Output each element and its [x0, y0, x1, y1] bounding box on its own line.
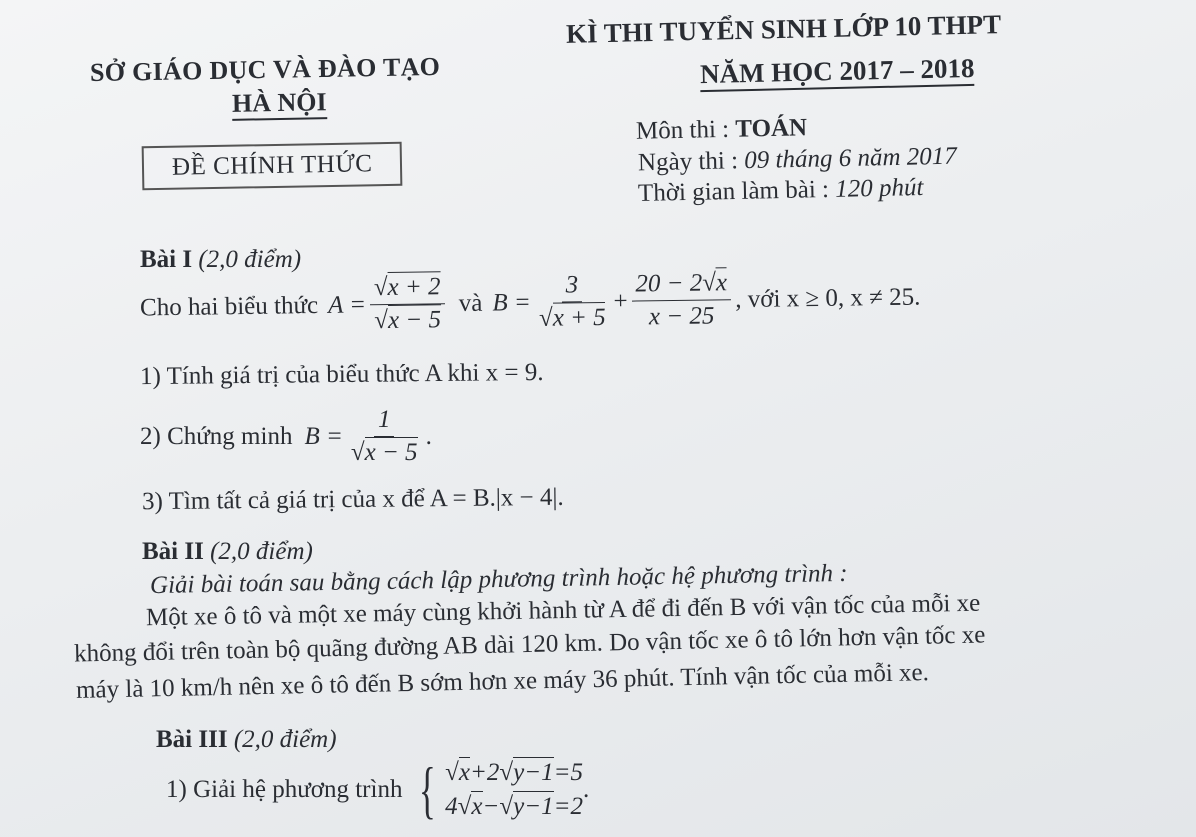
school-year: NĂM HỌC 2017 – 2018: [700, 53, 975, 92]
subject-value: TOÁN: [735, 114, 808, 143]
expr-A-fraction: $\frac{√x + 2}{√x - 5}$: [370, 273, 446, 335]
date-value: 09 tháng 6 năm 2017: [743, 142, 957, 175]
expr-B-lhs: B =: [492, 288, 531, 317]
bai2-points: (2,0 điểm): [210, 538, 313, 565]
bai1-q2-text: 2) Chứng minh: [140, 422, 293, 450]
official-badge: ĐỀ CHÍNH THỨC: [142, 142, 403, 191]
subject-line: [636, 114, 808, 146]
expr-B1-num: 3: [561, 271, 582, 302]
department-name: SỞ GIÁO DỤC VÀ ĐÀO TẠO: [89, 51, 441, 88]
expr-B2-den: x − 25: [648, 302, 715, 331]
bai3-title: Bài III: [156, 726, 228, 753]
bai3-points: (2,0 điểm): [233, 726, 337, 753]
bai2-line2: không đổi trên toàn bộ quãng đường AB dài 120 km. Do vận tốc xe ô tô lớn hơn vận tốc xe: [73, 621, 986, 668]
expr-B2-num-b: x: [715, 269, 728, 297]
time-line: [638, 174, 924, 208]
bai1-q2-lhs: B =: [304, 422, 343, 450]
bai3-q1: 1) Giải hệ phương trình { √x+2√y−1=5 4√x−√y−1=2 .: [166, 753, 590, 825]
expr-A-num: x + 2: [387, 273, 441, 301]
bai2-line1: Một xe ô tô và một xe máy cùng khởi hành từ A để đi đến B với vận tốc của mỗi xe: [145, 589, 981, 632]
equation-2: 4√x−√y−1=2: [445, 792, 583, 820]
bai2-instruction: Giải bài toán sau bằng cách lập phương trình hoặc hệ phương trình :: [149, 559, 848, 600]
bai1-q2-num: 1: [374, 406, 395, 437]
subject-label: Môn thi :: [635, 115, 736, 145]
bai2-title: Bài II: [142, 538, 204, 565]
equation-1: √x+2√y−1=5: [445, 759, 583, 786]
plus-sign: +: [613, 287, 628, 315]
bai1-title: Bài I: [140, 246, 193, 273]
expr-A-den: x − 5: [387, 306, 442, 334]
bai3-q1-text: 1) Giải hệ phương trình: [166, 775, 403, 803]
expr-B-fraction2: $\frac{20 - 2√x}{x - 25}$: [631, 269, 732, 331]
bai1-q3: 3) Tìm tất cả giá trị của x để A = B.|x − 4|.: [141, 483, 564, 516]
expr-B1-den: x + 5: [552, 303, 606, 332]
bai1-points: (2,0 điểm): [198, 246, 302, 273]
bai1-heading: [140, 246, 301, 274]
condition: , với x ≥ 0, x ≠ 25.: [735, 283, 921, 313]
system-brace: {: [419, 753, 437, 825]
bai1-q2-fraction: $\frac{1}{√x - 5}$: [350, 406, 418, 466]
equation-system: [412, 753, 583, 825]
bai2-heading: [142, 538, 313, 566]
and-word: và: [458, 289, 483, 317]
bai1-q2-den: x − 5: [364, 439, 418, 466]
bai2-line3: máy là 10 km/h nên xe ô tô đến B sớm hơn xe máy 36 phút. Tính vận tốc của mỗi xe.: [75, 659, 930, 704]
date-label: Ngày thi :: [637, 147, 745, 177]
exam-title: KÌ THI TUYỂN SINH LỚP 10 THPT: [565, 9, 1002, 49]
date-line: [638, 143, 957, 178]
expr-A-lhs: A =: [327, 290, 367, 319]
bai1-expressions: [140, 267, 921, 339]
department-city: HÀ NỘI: [232, 87, 327, 121]
bai1-intro: Cho hai biểu thức: [139, 291, 319, 321]
bai3-heading: [156, 726, 337, 754]
time-value: 120 phút: [834, 174, 924, 203]
bai1-q2: 2) Chứng minh B = $\frac{1}{√x - 5}$ .: [140, 406, 432, 466]
expr-B-fraction1: $\frac{3}{√x + 5}$: [538, 271, 606, 332]
bai1-q1: 1) Tính giá trị của biểu thức A khi x = 9.: [139, 358, 544, 391]
time-label: Thời gian làm bài :: [637, 175, 836, 207]
expr-B2-num-a: 20 − 2: [635, 269, 703, 298]
